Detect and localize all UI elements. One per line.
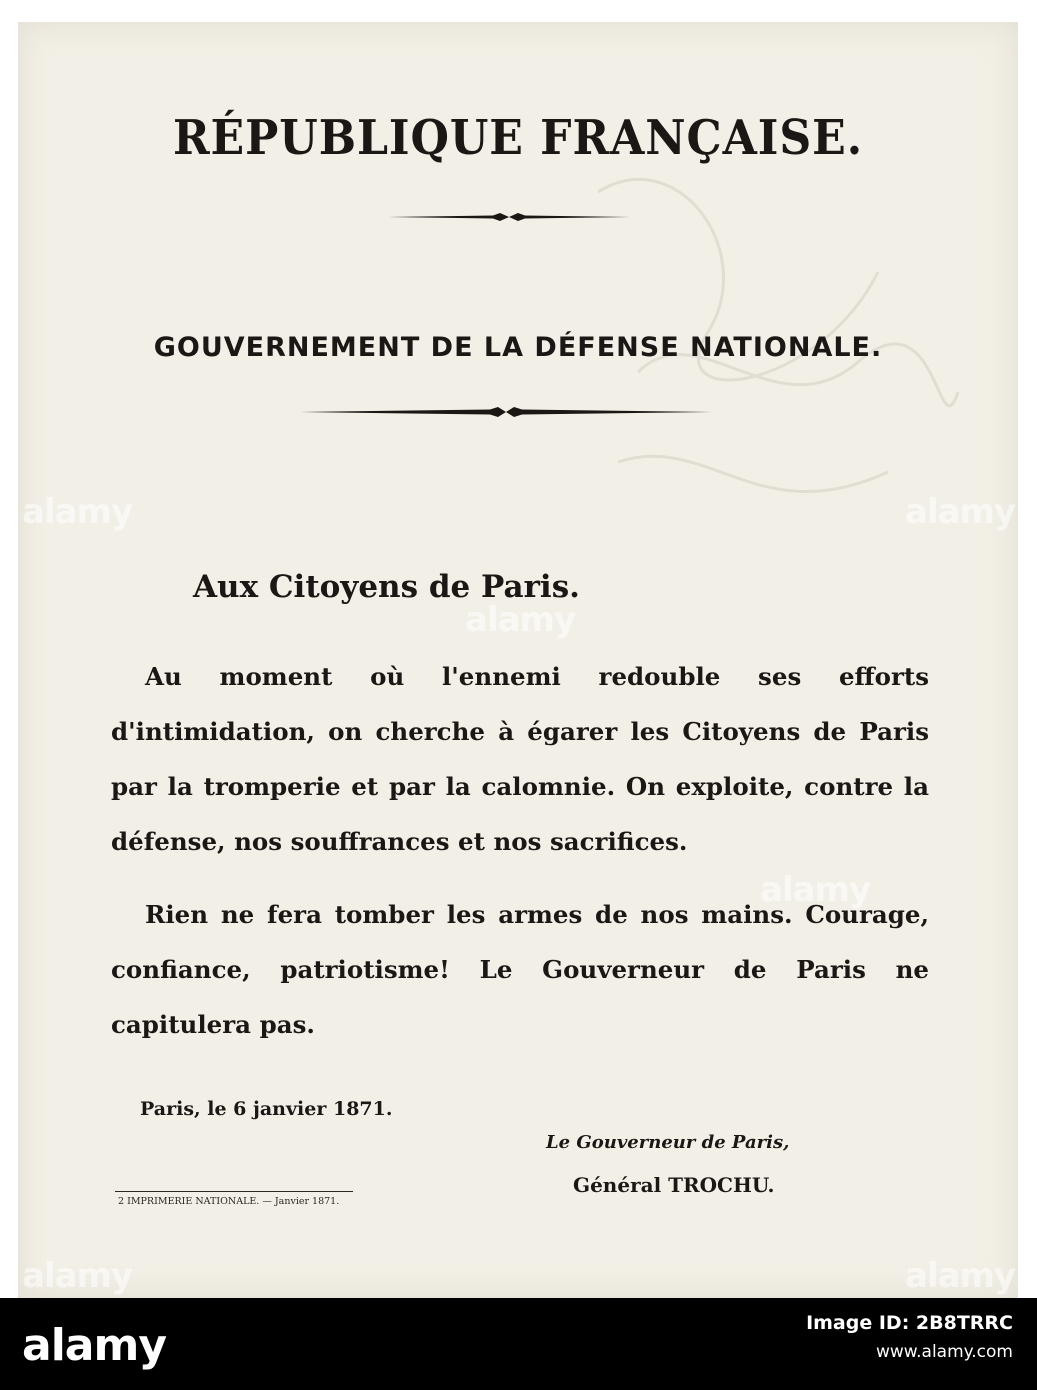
- paragraph-2: Rien ne fera tomber les armes de nos mains. Courage, confiance, patriotisme! Le Gouverneur de Paris ne capitulera pas.: [111, 900, 929, 1039]
- printer-imprint: 2 IMPRIMERIE NATIONALE. — Janvier 1871.: [118, 1196, 340, 1207]
- watermark-text: alamy: [905, 1256, 1016, 1296]
- poster-subtitle: GOUVERNEMENT DE LA DÉFENSE NATIONALE.: [153, 332, 883, 363]
- ornamental-rule-bottom: [300, 404, 712, 420]
- poster-title: RÉPUBLIQUE FRANÇAISE.: [172, 110, 864, 166]
- watermark-text: alamy: [22, 1256, 133, 1296]
- site-url[interactable]: www.alamy.com: [875, 1342, 1013, 1362]
- poster-sheet: [18, 22, 1018, 1298]
- watermark-text: alamy: [905, 492, 1016, 532]
- stock-footer-bar: [0, 1298, 1037, 1390]
- date-line: Paris, le 6 janvier 1871.: [140, 1098, 393, 1120]
- footer-meta: [806, 1312, 1013, 1362]
- watermark-text: alamy: [760, 870, 871, 910]
- alamy-logo[interactable]: alamy: [22, 1320, 166, 1371]
- signature-role: Le Gouverneur de Paris,: [546, 1132, 790, 1153]
- address-heading: Aux Citoyens de Paris.: [193, 569, 580, 605]
- signature-name: Général TROCHU.: [573, 1173, 775, 1197]
- watermark-text: alamy: [465, 600, 576, 640]
- paragraph-1: Au moment où l'ennemi redouble ses efforts d'intimidation, on cherche à égarer les Citoyens de Paris par la tromperie et par la calomnie. On exploite, contre la défense, nos souffrances et nos sacrifices.: [111, 662, 929, 856]
- image-id: Image ID: 2B8TRRC: [806, 1312, 1013, 1334]
- ornamental-rule-top: [388, 210, 630, 224]
- imprint-rule: [115, 1191, 353, 1192]
- watermark-text: alamy: [22, 492, 133, 532]
